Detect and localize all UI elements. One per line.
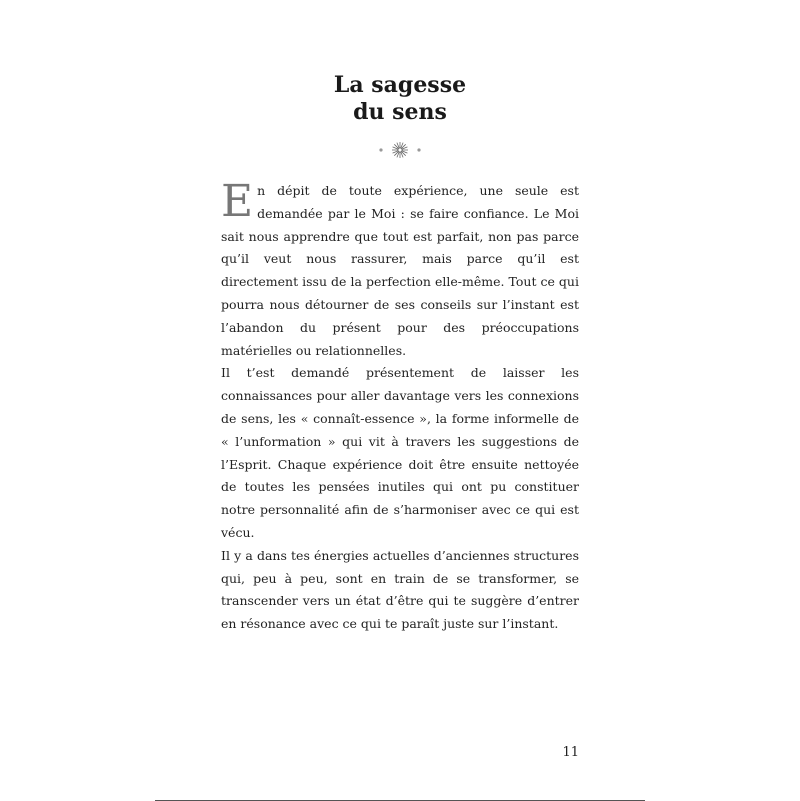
paragraph-2: Il t’est demandé présentement de laisser les connaissances pour aller davantage vers les connexions de sens, les « connaît-essence », la forme informelle de « l’unformation » qui vit à travers les suggestions de l’Esprit. Chaque expérience doit être ensuite nettoyée de toutes les pensées inutiles qui ont pu constituer notre personnalité afin de s’harmoniser avec ce qui est vécu.: [221, 365, 579, 540]
page-title: [155, 72, 645, 126]
page-number: 11: [562, 745, 579, 760]
book-page: [155, 0, 645, 801]
body-text: [221, 176, 579, 636]
paragraph-1-text: n dépit de toute expérience, une seule est demandée par le Moi : se faire confiance. Le Moi sait nous apprendre que tout est parfait, non pas parce qu’il veut nous rassurer, mais parce qu’il est directement issu de la perfection elle-même. Tout ce qui pourra nous détourner de ses conseils sur l’instant est l’abandon du présent pour des préoccupations matérielles ou relationnelles.: [221, 183, 579, 358]
title-line-1: La sagesse: [333, 72, 467, 98]
paragraph-3: Il y a dans tes énergies actuelles d’anciennes structures qui, peu à peu, sont en train de se transformer, se transcender vers un état d’être qui te suggère d’entrer en résonance avec ce qui te paraît juste sur l’instant.: [221, 547, 579, 632]
drop-cap: E: [221, 176, 254, 227]
title-line-2: du sens: [353, 99, 447, 125]
sun-ornament-icon: [375, 140, 425, 160]
paragraph-1: [221, 176, 579, 362]
